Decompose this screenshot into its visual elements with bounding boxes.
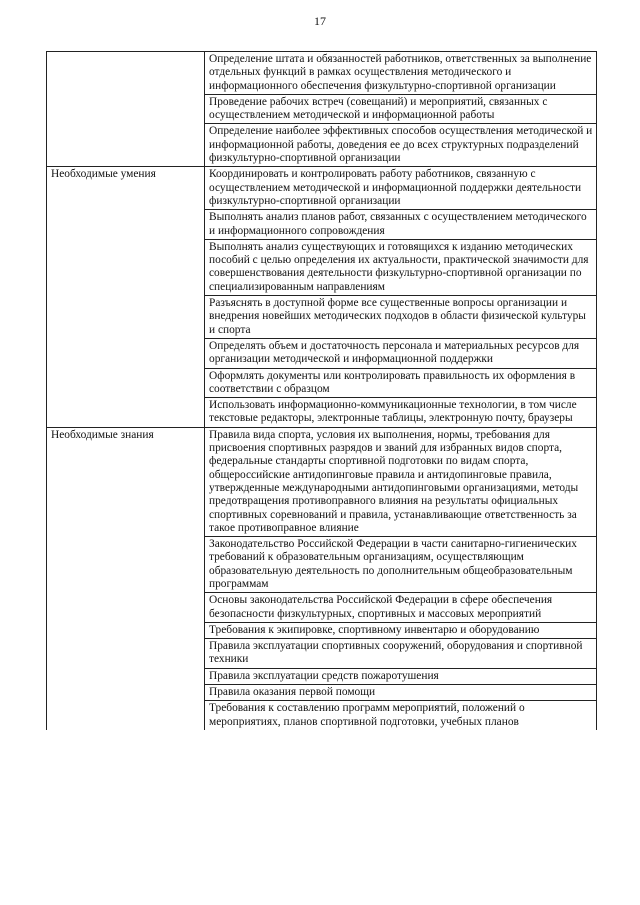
table-row [47, 639, 597, 669]
row-group-label-continuation [47, 685, 205, 701]
requirement-text: Оформлять документы или контролировать правильность их оформления в соответствии с образцом [205, 368, 597, 398]
table-row [47, 685, 597, 701]
row-group-label-continuation [47, 639, 205, 669]
table-row [47, 296, 597, 339]
requirement-text: Законодательство Российской Федерации в части санитарно-гигиенических требований к образовательным организациям, осуществляющим образовательную деятельность по дополнительным общеобразовательным программам [205, 537, 597, 593]
table-row [47, 167, 597, 210]
requirement-text: Определять объем и достаточность персонала и материальных ресурсов для организации методической и информационной поддержки [205, 338, 597, 368]
table-row [47, 239, 597, 295]
table-row [47, 338, 597, 368]
requirements-table-body [47, 52, 597, 730]
table-row [47, 668, 597, 684]
row-group-label-continuation [47, 398, 205, 428]
table-row [47, 593, 597, 623]
row-group-label-continuation [47, 210, 205, 240]
table-row [47, 427, 597, 536]
requirement-text: Проведение рабочих встреч (совещаний) и мероприятий, связанных с осуществлением методической и информационной работы [205, 94, 597, 124]
requirement-text: Правила оказания первой помощи [205, 685, 597, 701]
requirements-table [46, 51, 597, 730]
requirement-text: Требования к экипировке, спортивному инвентарю и оборудованию [205, 622, 597, 638]
requirement-text: Определение штата и обязанностей работников, ответственных за выполнение отдельных функций в рамках осуществления методического и информационного обеспечения физкультурно-спортивной организации [205, 52, 597, 95]
requirement-text: Использовать информационно-коммуникационные технологии, в том числе текстовые редакторы, электронные таблицы, электронную почту, браузеры [205, 398, 597, 428]
row-group-label-continuation [47, 338, 205, 368]
row-group-label-continuation [47, 593, 205, 623]
row-group-label-continuation [47, 622, 205, 638]
row-group-label-continuation [47, 668, 205, 684]
row-group-label-continuation [47, 537, 205, 593]
row-group-label [47, 52, 205, 95]
table-row [47, 94, 597, 124]
row-group-label-continuation [47, 296, 205, 339]
requirement-text: Правила вида спорта, условия их выполнения, нормы, требования для присвоения спортивных разрядов и званий для избранных видов спорта, федеральные стандарты спортивной подготовки по видам спорта, общероссийские антидопинговые правила и антидопинговые правила, утвержденные международными антидопинговыми организациями, методы предотвращения противоправного влияния на результаты официальных спортивных соревнований и правила, устанавливающие ответственность за такое противоправное влияние [205, 427, 597, 536]
table-row [47, 124, 597, 167]
requirement-text: Выполнять анализ существующих и готовящихся к изданию методических пособий с целью определения их актуальности, практической значимости для совершенствования деятельности физкультурно-спортивной организации по специализированным направлениям [205, 239, 597, 295]
table-row [47, 537, 597, 593]
row-group-label: Необходимые умения [47, 167, 205, 210]
page-number: 17 [314, 14, 326, 28]
row-group-label: Необходимые знания [47, 427, 205, 536]
requirement-text: Основы законодательства Российской Федерации в сфере обеспечения безопасности физкультурных, спортивных и массовых мероприятий [205, 593, 597, 623]
requirement-text: Разъяснять в доступной форме все существенные вопросы организации и внедрения новейших методических подходов в области физической культуры и спорта [205, 296, 597, 339]
table-row [47, 368, 597, 398]
requirement-text: Правила эксплуатации средств пожаротушения [205, 668, 597, 684]
row-group-label-continuation [47, 701, 205, 730]
row-group-label-continuation [47, 94, 205, 124]
table-row [47, 622, 597, 638]
requirement-text: Выполнять анализ планов работ, связанных с осуществлением методического и информационного сопровождения [205, 210, 597, 240]
row-group-label-continuation [47, 239, 205, 295]
row-group-label-continuation [47, 368, 205, 398]
table-row [47, 701, 597, 730]
table-row [47, 210, 597, 240]
requirement-text: Требования к составлению программ мероприятий, положений о мероприятиях, планов спортивной подготовки, учебных планов [205, 701, 597, 730]
table-row [47, 52, 597, 95]
requirement-text: Правила эксплуатации спортивных сооружений, оборудования и спортивной техники [205, 639, 597, 669]
requirement-text: Координировать и контролировать работу работников, связанную с осуществлением методической и информационной поддержки деятельности физкультурно-спортивной организации [205, 167, 597, 210]
table-row [47, 398, 597, 428]
row-group-label-continuation [47, 124, 205, 167]
requirement-text: Определение наиболее эффективных способов осуществления методической и информационной работы, доведения ее до всех структурных подразделений физкультурно-спортивной организации [205, 124, 597, 167]
